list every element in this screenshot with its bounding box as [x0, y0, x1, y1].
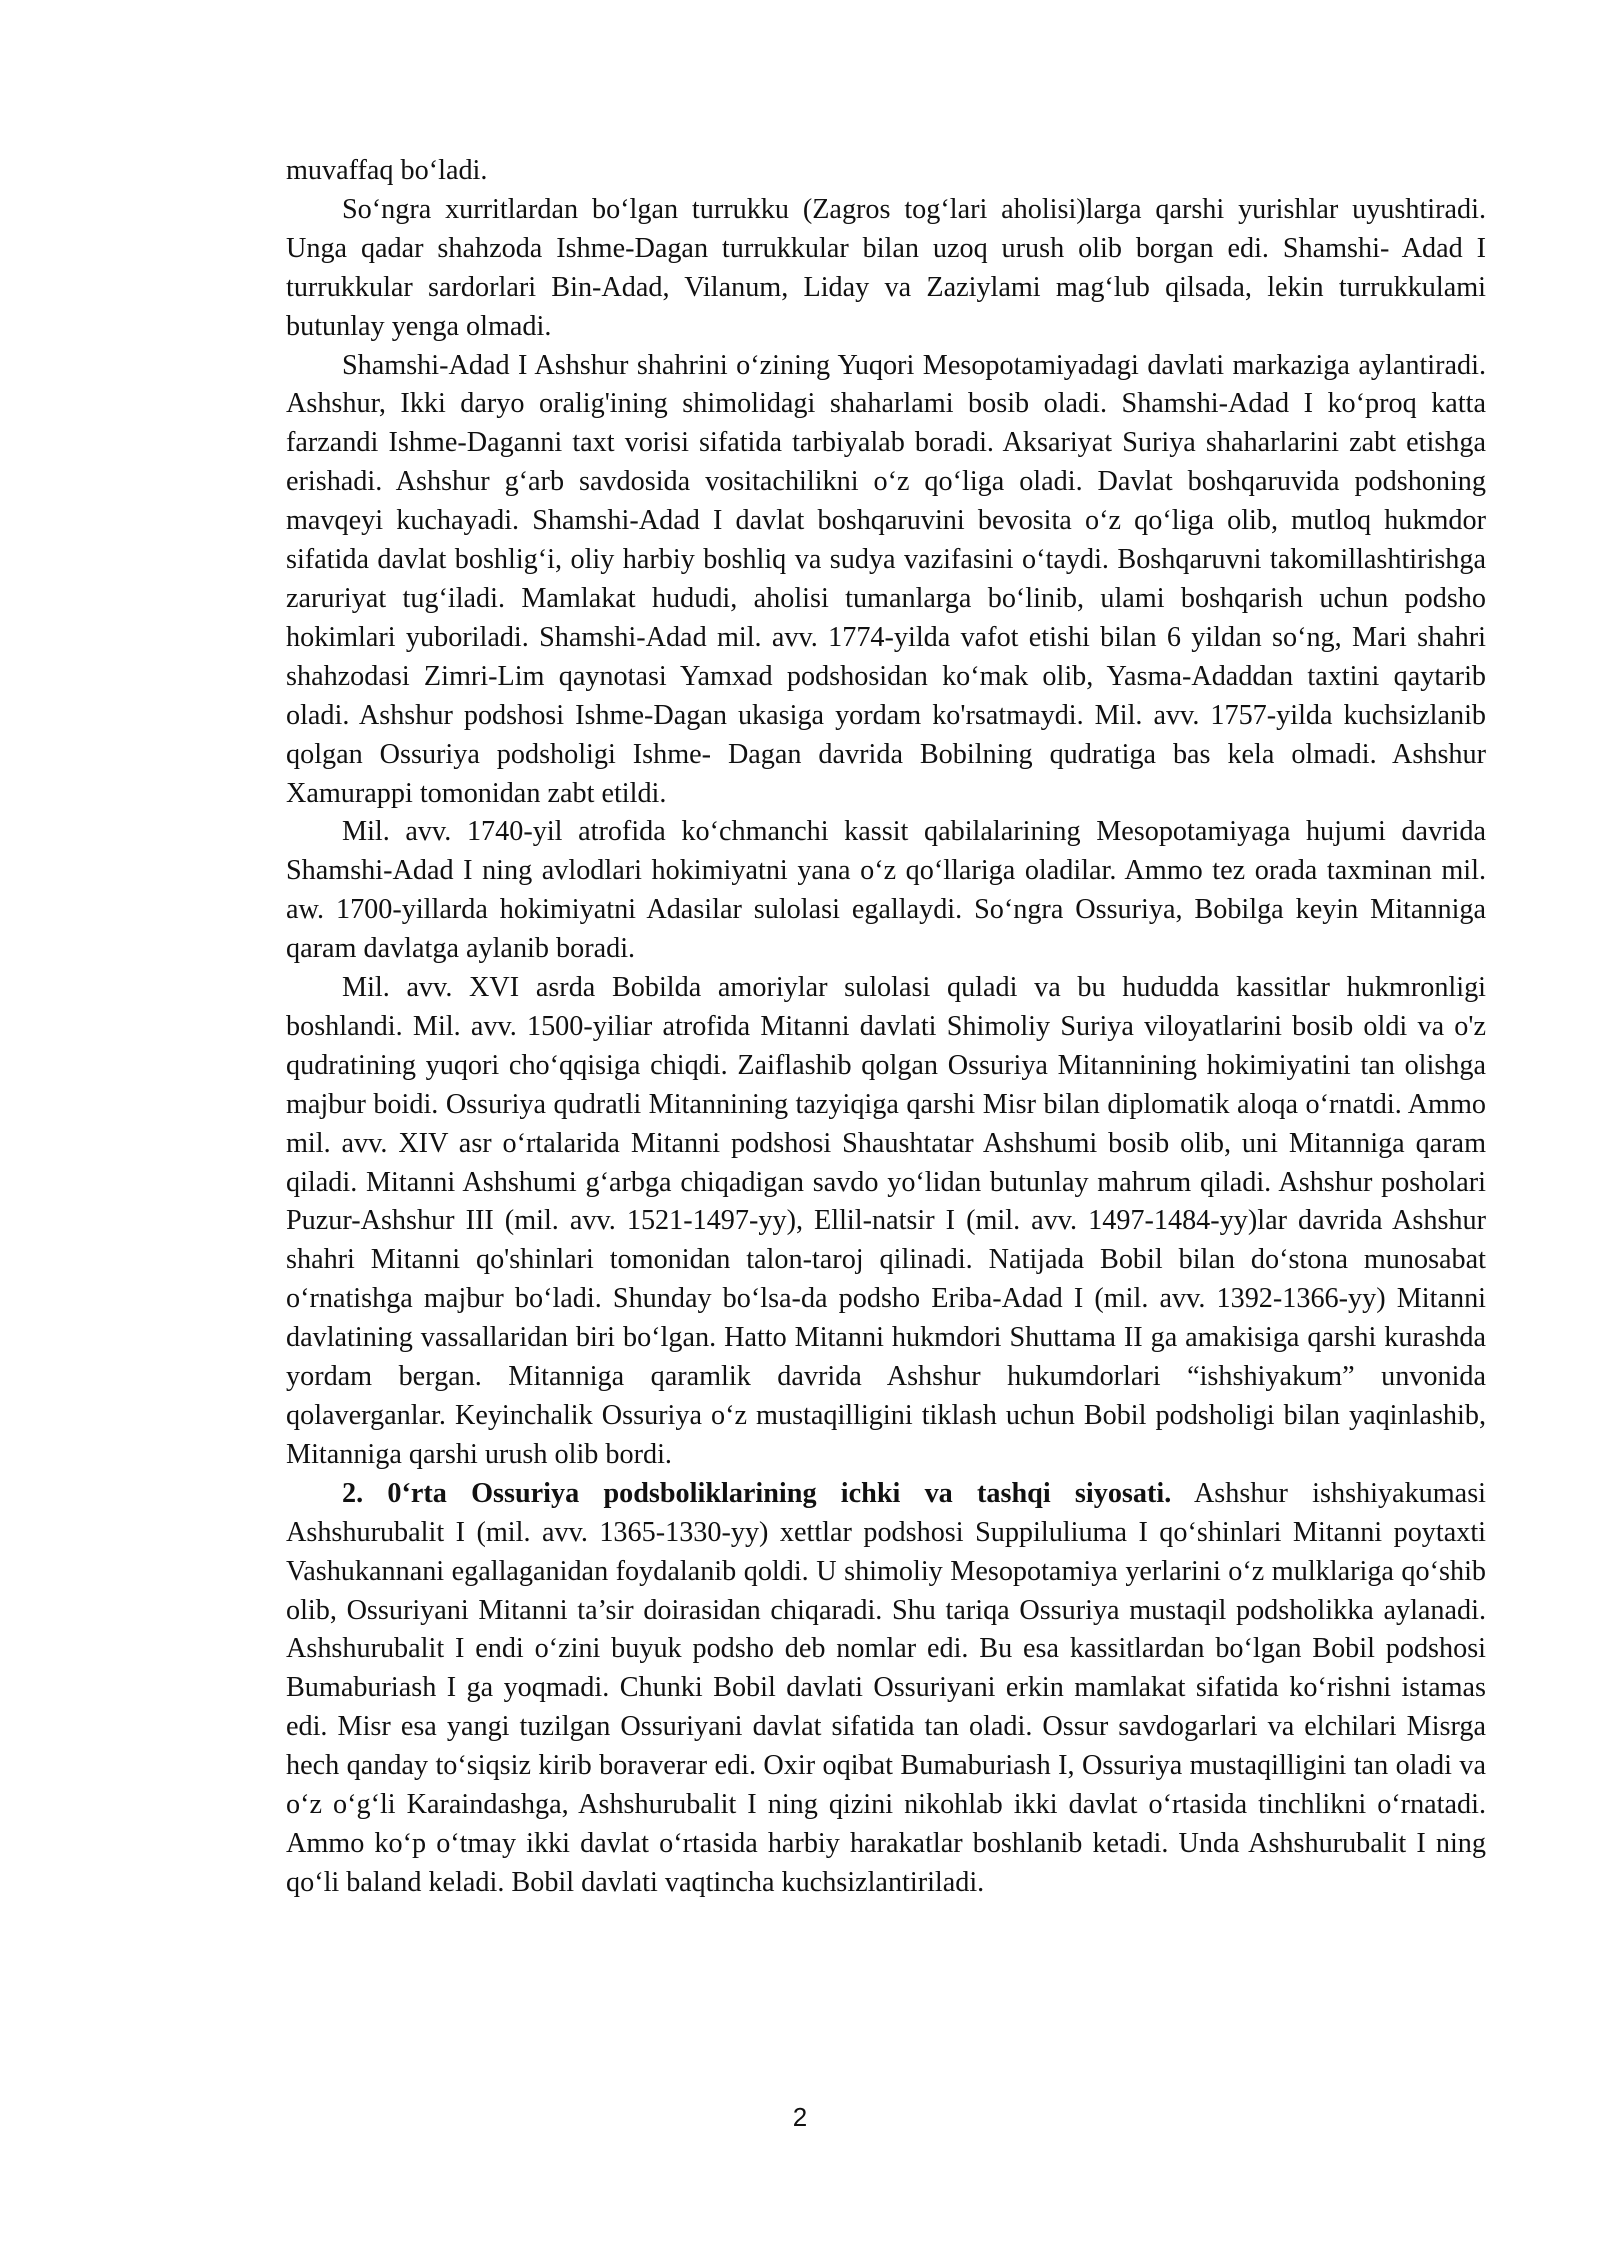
paragraph-turrukku-campaigns: So‘ngra xurritlardan bo‘lgan turrukku (Zagros tog‘lari aholisi)larga qarshi yurishlar uyushtiradi. Unga qadar shahzoda Ishme-Dagan turrukkular bilan uzoq urush olib borgan edi. Shamshi- Adad I turrukkular sardorlari Bin-Adad, Vilanum, Liday va Zaziylami mag‘lub qilsada, lekin turrukkulami butunlay yenga olmadi.: [286, 193, 1486, 342]
paragraph-middle-assyria-section: [286, 1475, 1486, 1903]
document-body: [286, 152, 1486, 1903]
paragraph-shamshi-adad-state: Shamshi-Adad I Ashshur shahrini o‘zining Yuqori Mesopotamiyadagi davlati markaziga aylantiradi. Ashshur, Ikki daryo oralig'ining shimolidagi shaharlami bosib oladi. Shamshi-Adad I ko‘proq katta farzandi Ishme-Daganni taxt vorisi sifatida tarbiyalab boradi. Aksariyat Suriya shaharlarini zabt etishga erishadi. Ashshur g‘arb savdosida vositachilikni o‘z qo‘liga oladi. Davlat boshqaruvida podshoning mavqeyi kuchayadi. Shamshi-Adad I davlat boshqaruvini bevosita o‘z qo‘liga olib, mutloq hukmdor sifatida davlat boshlig‘i, oliy harbiy boshliq va sudya vazifasini o‘taydi. Boshqaruvni takomillashtirishga zaruriyat tug‘iladi. Mamlakat hududi, aholisi tumanlarga bo‘linib, ulami boshqarish uchun podsho hokimlari yuboriladi. Shamshi-Adad mil. avv. 1774-yilda vafot etishi bilan 6 yildan so‘ng, Mari shahri shahzodasi Zimri-Lim qaynotasi Yamxad podshosidan ko‘mak olib, Yasma-Adaddan taxtini qaytarib oladi. Ashshur podshosi Ishme-Dagan ukasiga yordam ko'rsatmaydi. Mil. avv. 1757-yilda kuchsizlanib qolgan Ossuriya podsholigi Ishme- Dagan davrida Bobilning qudratiga bas kela olmadi. Ashshur Xamurappi tomonidan zabt etildi.: [286, 349, 1486, 809]
paragraph-mitanni-dominance: Mil. avv. XVI asrda Bobilda amoriylar sulolasi quladi va bu hududda kassitlar hukmronligi boshlandi. Mil. avv. 1500-yiliar atrofida Mitanni davlati Shimoliy Suriya viloyatlarini bosib oldi va o'z qudratining yuqori cho‘qqisiga chiqdi. Zaiflashib qolgan Ossuriya Mitannining hokimiyatini tan olishga majbur boidi. Ossuriya qudratli Mitannining tazyiqiga qarshi Misr bilan diplomatik aloqa o‘rnatdi. Ammo mil. avv. XIV asr o‘rtalarida Mitanni podshosi Shaushtatar Ashshumi bosib olib, uni Mitanniga qaram qiladi. Mitanni Ashshumi g‘arbga chiqadigan savdo yo‘lidan butunlay mahrum qiladi. Ashshur posholari Puzur-Ashshur III (mil. avv. 1521-1497-yy), Ellil-natsir I (mil. avv. 1497-1484-yy)lar davrida Ashshur shahri Mitanni qo'shinlari tomonidan talon-taroj qilinadi. Natijada Bobil bilan do‘stona munosabat o‘rnatishga majbur bo‘ladi. Shunday bo‘lsa-da podsho Eriba-Adad I (mil. avv. 1392-1366-yy) Mitanni davlatining vassallaridan biri bo‘lgan. Hatto Mitanni hukmdori Shuttama II ga amakisiga qarshi kurashda yordam bergan. Mitanniga qaramlik davrida Ashshur hukumdorlari “ishshiyakum” unvonida qolaverganlar. Keyinchalik Ossuriya o‘z mustaqilligini tiklash uchun Bobil podsholigi bilan yaqinlashib, Mitanniga qarshi urush olib bordi.: [286, 972, 1486, 1470]
section-heading: 2. 0‘rta Ossuriya podsboliklarining ichki va tashqi siyosati.: [342, 1477, 1172, 1509]
section-body-text: Ashshur ishshiyakumasi Ashshurubalit I (mil. avv. 1365-1330-yy) xettlar podshosi Suppiluliuma I qo‘shinlari Mitanni poytaxti Vashukannani egallaganidan foydalanib qoldi. U shimoliy Mesopotamiya yerlarini o‘z mulklariga qo‘shib olib, Ossuriyani Mitanni ta’sir doirasidan chiqaradi. Shu tariqa Ossuriya mustaqil podsholikka aylanadi. Ashshurubalit I endi o‘zini buyuk podsho deb nomlar edi. Bu esa kassitlardan bo‘lgan Bobil podshosi Bumaburiash I ga yoqmadi. Chunki Bobil davlati Ossuriyani erkin mamlakat sifatida ko‘rishni istamas edi. Misr esa yangi tuzilgan Ossuriyani davlat sifatida tan oladi. Ossur savdogarlari va elchilari Misrga hech qanday to‘siqsiz kirib boraverar edi. Oxir oqibat Bumaburiash I, Ossuriya mustaqilligini tan oladi va o‘z o‘g‘li Karaindashga, Ashshurubalit I ning qizini nikohlab ikki davlat o‘rtasida tinchlikni o‘rnatadi. Ammo ko‘p o‘tmay ikki davlat o‘rtasida harbiy harakatlar boshlanib ketadi. Unda Ashshurubalit I ning qo‘li baland keladi. Bobil davlati vaqtincha kuchsizlantiriladi.: [286, 1477, 1486, 1898]
paragraph-continuation: muvaffaq bo‘ladi.: [286, 155, 488, 186]
page-number: 2: [792, 2102, 808, 2132]
paragraph-kassite-invasion: Mil. avv. 1740-yil atrofida ko‘chmanchi kassit qabilalarining Mesopotamiyaga hujumi davrida Shamshi-Adad I ning avlodlari hokimiyatni yana o‘z qo‘llariga oladilar. Ammo tez orada taxminan mil. aw. 1700-yillarda hokimiyatni Adasilar sulolasi egallaydi. So‘ngra Ossuriya, Bobilga keyin Mitanniga qaram davlatga aylanib boradi.: [286, 816, 1486, 965]
